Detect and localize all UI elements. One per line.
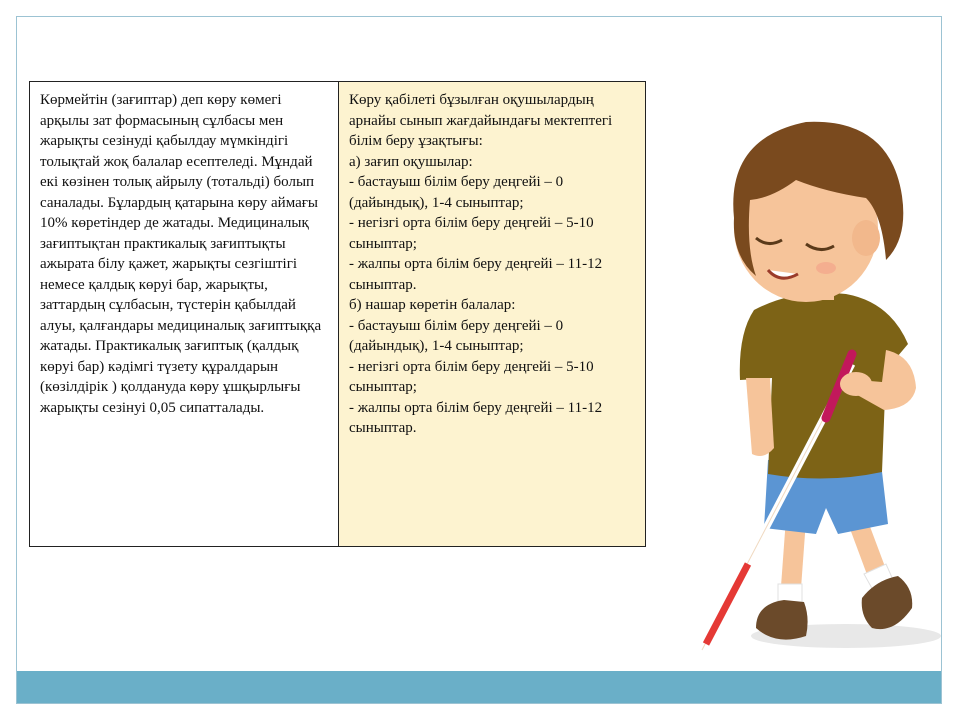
list-item: - негізгі орта білім беру деңгейі – 5-10 сыныптар; [349, 358, 594, 395]
list-item: - жалпы орта білім беру деңгейі – 11-12 сыныптар. [349, 256, 603, 293]
list-item: - негізгі орта білім беру деңгейі – 5-10 сыныптар; [349, 215, 594, 252]
list-item: - бастауыш білім беру деңгейі – 0 (дайындық), 1-4 сыныптар; [349, 317, 564, 354]
boy-with-cane-illustration [676, 88, 946, 664]
info-table [29, 81, 646, 547]
cheek [816, 262, 836, 274]
group-a-title: а) зағип оқушылар: [349, 153, 473, 170]
table-cell-right [339, 82, 646, 547]
hand [840, 372, 872, 396]
cane-red-band [706, 564, 748, 644]
left-arm [746, 378, 774, 456]
list-item: - бастауыш білім беру деңгейі – 0 (дайындық), 1-4 сыныптар; [349, 174, 564, 211]
list-item: - жалпы орта білім беру деңгейі – 11-12 сыныптар. [349, 399, 603, 436]
table-cell-left [30, 82, 339, 547]
right-cell-heading: Көру қабілеті бұзылған оқушылардың арнайы сынып жағдайындағы мектептегі білім беру ұзақтығы: [349, 92, 613, 149]
table-row [30, 82, 646, 547]
left-shoe [756, 600, 808, 640]
left-cell-text: Көрмейтін (зағиптар) деп көру көмегі арқылы зат формасының сұлбасы мен жарықты сезінуді қабылдау мүмкіндігі толықтай жоқ балалар есептеледі. Мұндай екі көзінен толық айрылу (тотальді) болып саналады. Бұлардың қатарына көру аймағы 10% көретіндер де жатады. Медициналық зағиптықтан практикалық зағиптықты ажырата білу қажет, жарықты сезгіштігі немесе қалдық көруі бар, жарықты, заттардың сұлбасын, түстерін қабылдай алуы, қалғандары медициналық зағиптыққа жатады. Практикалық зағиптық (қалдық көруі бар) кәдімгі түзету құралдарын (көзілдірік ) қолдануда көру ұшқырлығы жарықты сезінуі 0,05 сипатталады. [40, 92, 322, 416]
group-b-title: б) нашар көретін балалар: [349, 297, 516, 313]
ear [852, 220, 880, 256]
bottom-band [17, 671, 941, 703]
